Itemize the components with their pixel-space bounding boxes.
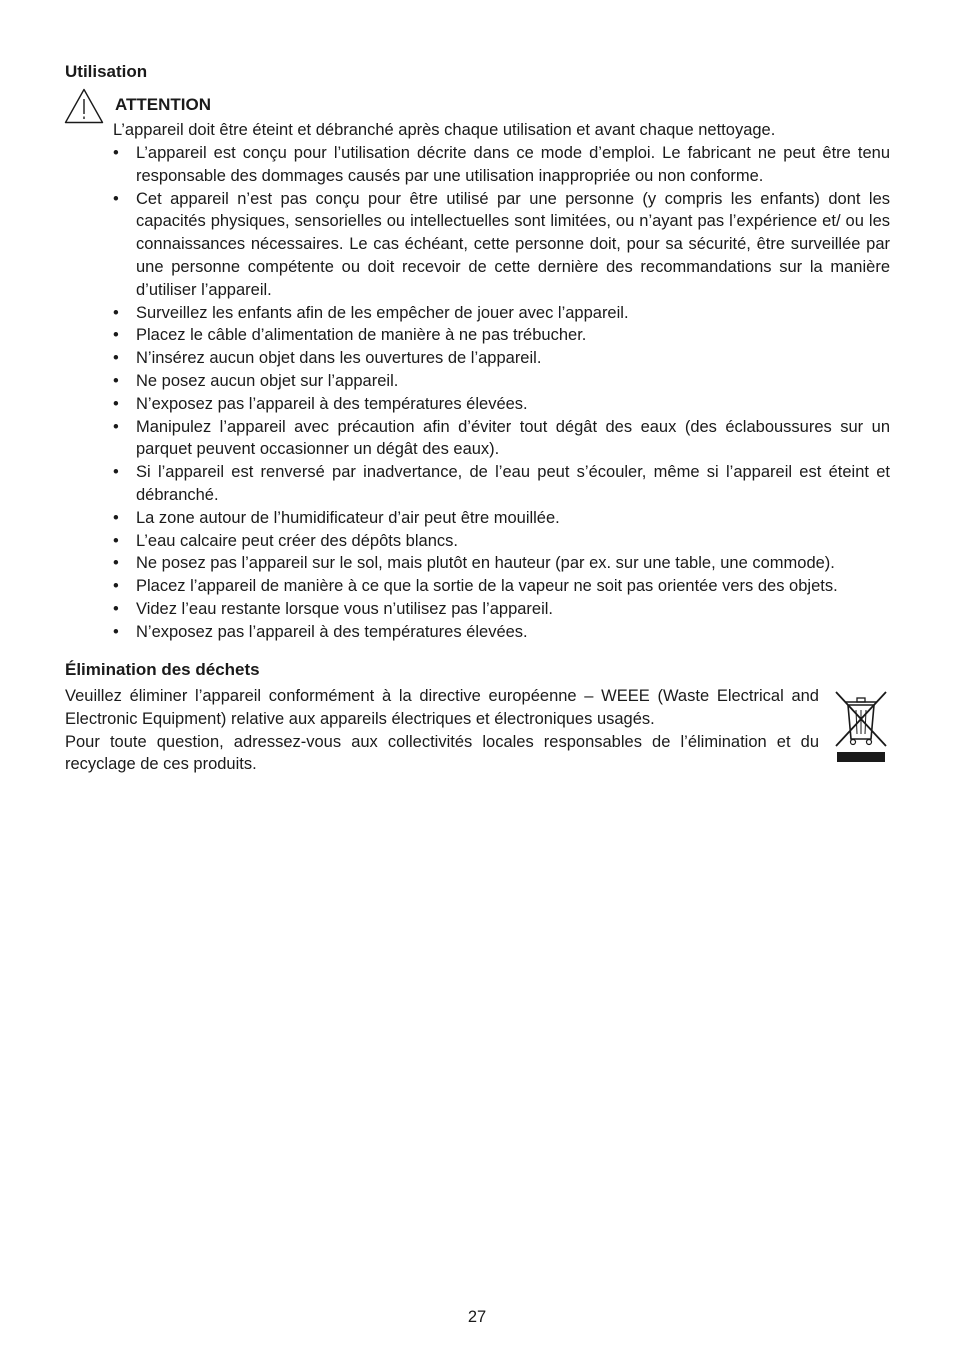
list-item: • N’exposez pas l’appareil à des températures élevées. <box>113 621 890 644</box>
attention-intro: L’appareil doit être éteint et débranché après chaque utilisation et avant chaque nettoyage. <box>113 121 776 139</box>
disposal-paragraph-2: Pour toute question, adressez-vous aux collectivités locales responsables de l’élimination et du recyclage de ces produits. <box>65 732 819 774</box>
list-item: • Ne posez aucun objet sur l’appareil. <box>113 370 890 393</box>
disposal-text <box>65 685 819 776</box>
crossed-out-bin-icon <box>833 688 889 764</box>
list-item: • Manipulez l’appareil avec précaution afin d’éviter tout dégât des eaux (des éclaboussures sur un parquet peuvent occasionner un dégât des eaux). <box>113 416 890 462</box>
list-item: • Cet appareil n’est pas conçu pour être utilisé par une personne (y compris les enfants) dont les capacités physiques, sensorielles ou intellectuelles sont limitées, ou n’ayant pas l’expérience et/ ou les connaissances nécessaires. Le cas échéant, cette personne doit, pour sa sécurité, être surveillée par une personne compétente ou doit recevoir de cette dernière des recommandations sur la manière d’utiliser l’appareil. <box>113 188 890 302</box>
usage-heading: Utilisation <box>65 62 148 81</box>
list-item: • Surveillez les enfants afin de les empêcher de jouer avec l’appareil. <box>113 302 890 325</box>
list-item: • Ne posez pas l’appareil sur le sol, mais plutôt en hauteur (par ex. sur une table, une commode). <box>113 552 890 575</box>
list-item: • Placez l’appareil de manière à ce que la sortie de la vapeur ne soit pas orientée vers des objets. <box>113 575 890 598</box>
list-item: • Placez le câble d’alimentation de manière à ne pas trébucher. <box>113 324 890 347</box>
list-item: • Videz l’eau restante lorsque vous n’utilisez pas l’appareil. <box>113 598 890 621</box>
list-item: • La zone autour de l’humidificateur d’air peut être mouillée. <box>113 507 890 530</box>
list-item: • N’exposez pas l’appareil à des températures élevées. <box>113 393 890 416</box>
attention-heading: ATTENTION <box>115 95 212 114</box>
list-item: • L’eau calcaire peut créer des dépôts blancs. <box>113 530 890 553</box>
disposal-paragraph-1: Veuillez éliminer l’appareil conformément à la directive européenne – WEEE (Waste Electrical and Electronic Equipment) relative aux appareils électriques et électroniques usagés. <box>65 687 819 728</box>
list-item: • N’insérez aucun objet dans les ouvertures de l’appareil. <box>113 347 890 370</box>
page-number: 27 <box>467 1308 487 1326</box>
list-item: • L’appareil est conçu pour l’utilisation décrite dans ce mode d’emploi. Le fabricant ne peut être tenu responsable des dommages causés par une utilisation inappropriée ou non conforme. <box>113 142 890 188</box>
warning-triangle-icon <box>64 88 104 124</box>
disposal-heading: Élimination des déchets <box>65 660 260 679</box>
safety-bullet-list <box>113 142 890 644</box>
list-item: • Si l’appareil est renversé par inadvertance, de l’eau peut s’écouler, même si l’appareil est éteint et débranché. <box>113 461 890 507</box>
